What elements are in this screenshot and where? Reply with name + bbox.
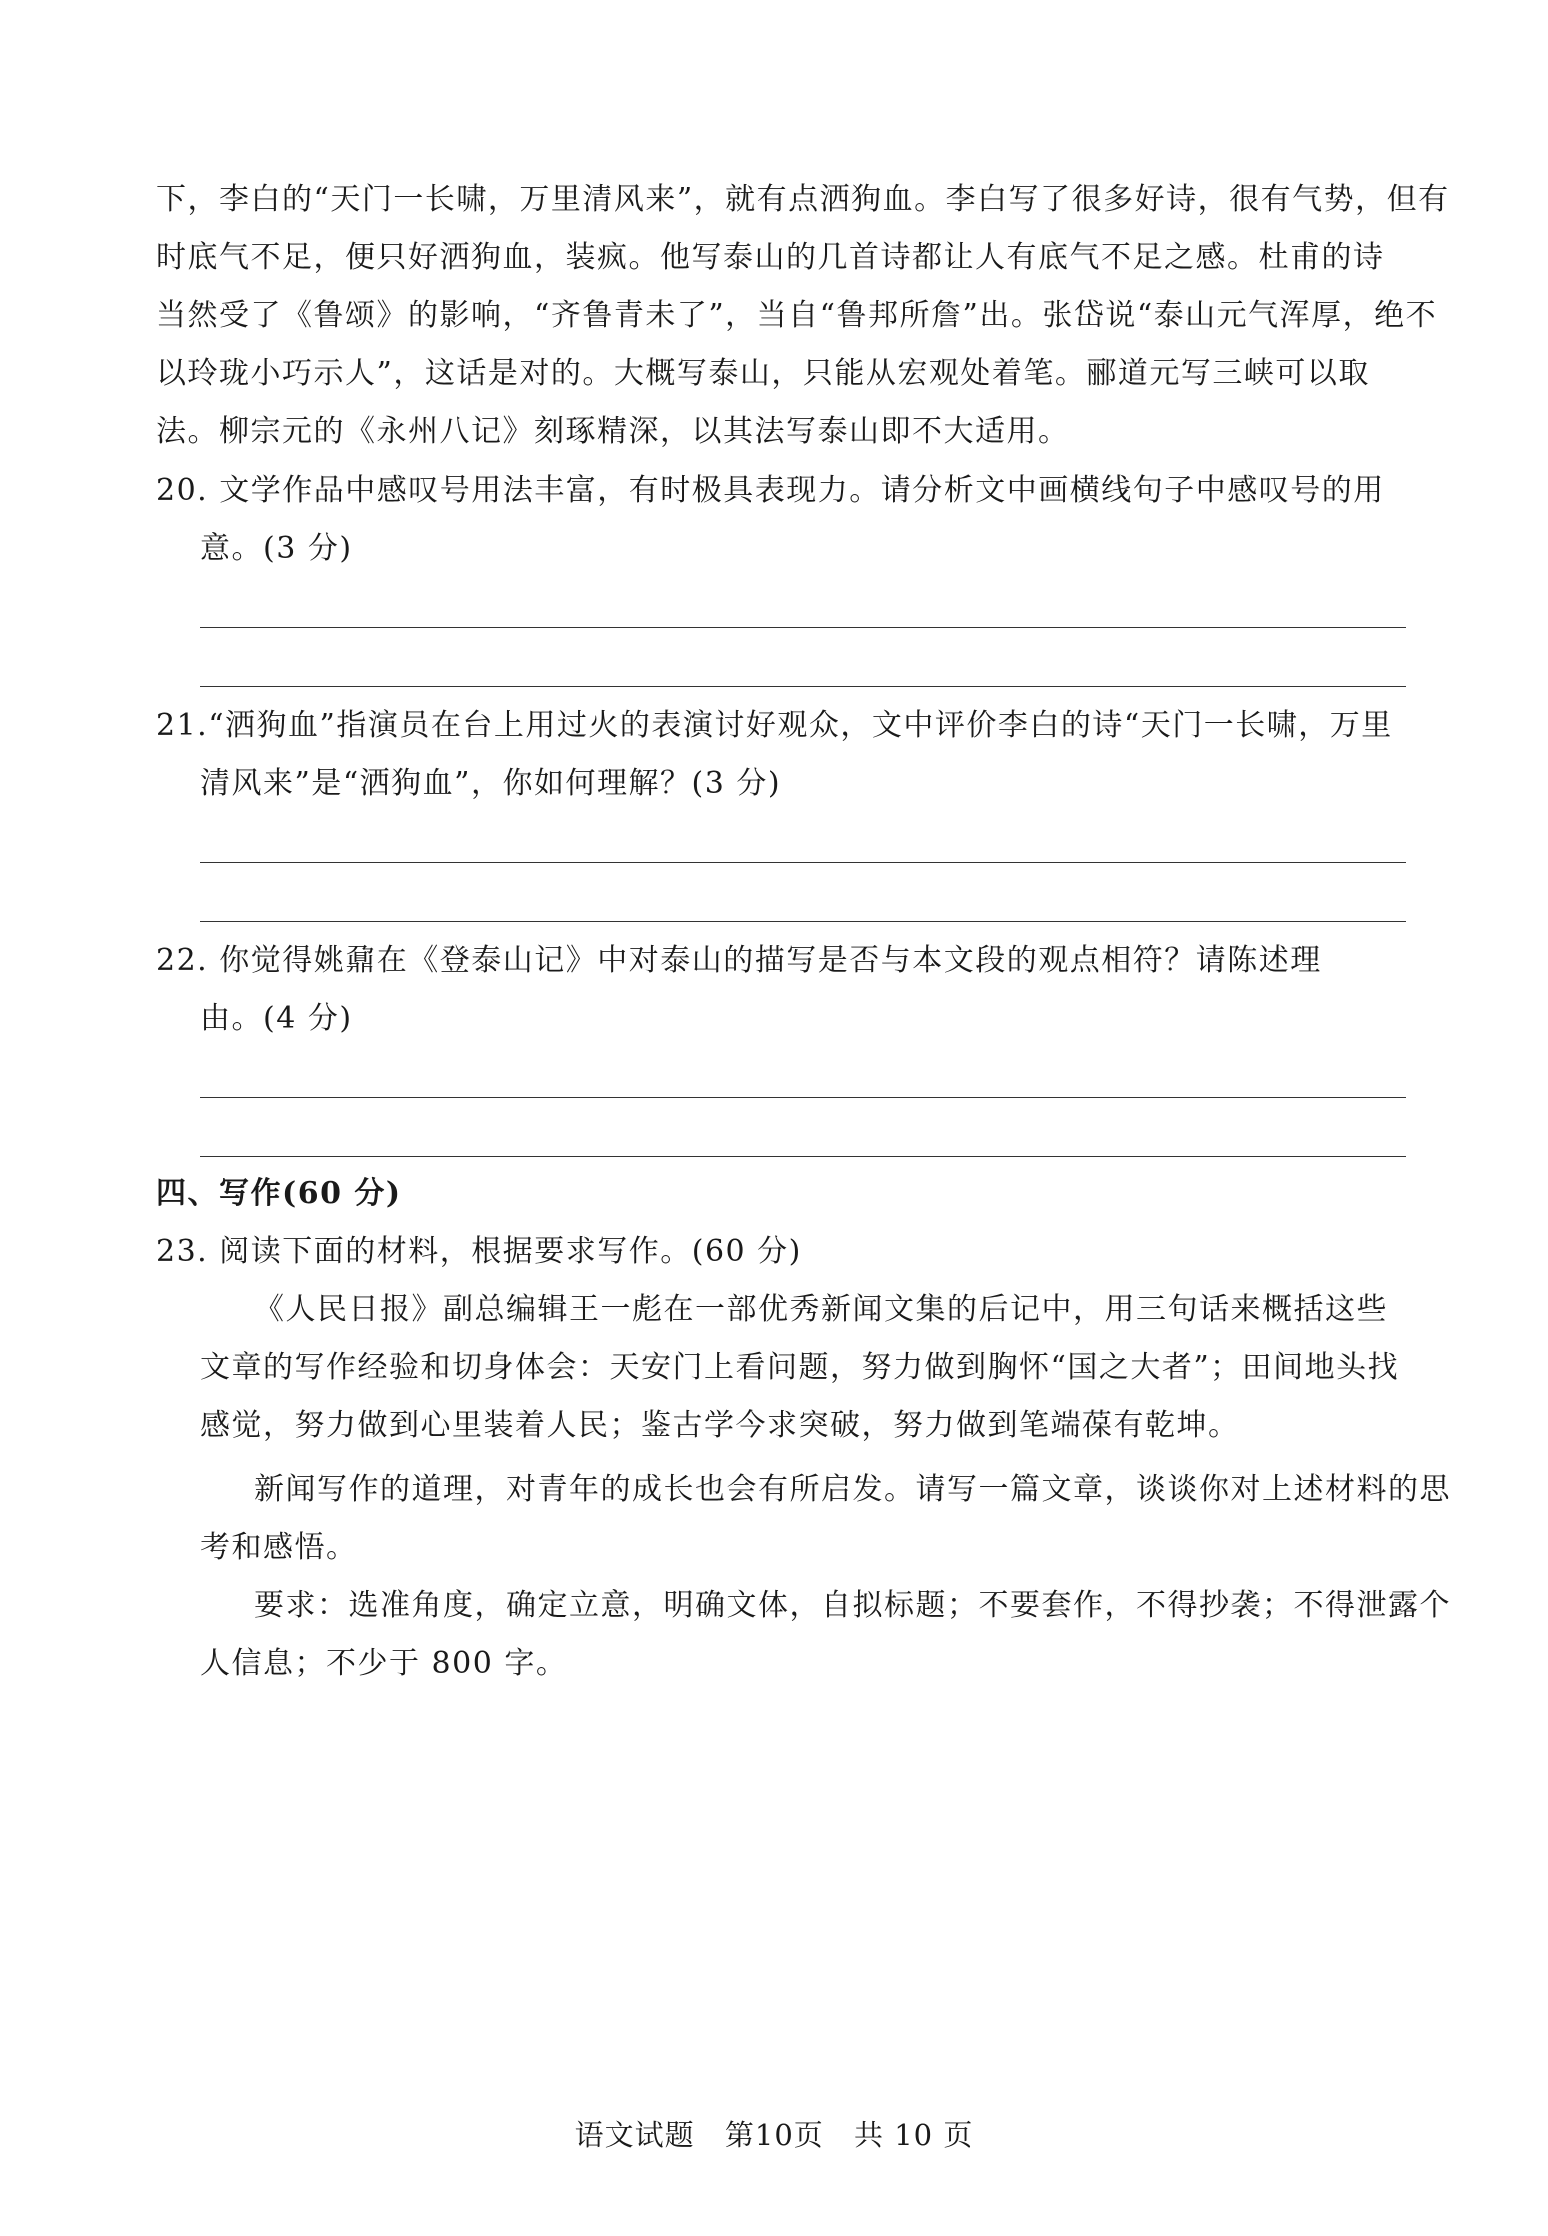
footer-subject: 语文试题 [574, 2118, 695, 2152]
answer-line-22b[interactable] [200, 1156, 1406, 1157]
passage-line: 法。柳宗元的《永州八记》刻琢精深，以其法写泰山即不大适用。 [156, 414, 1070, 449]
footer-page-number: 第10页 [724, 2118, 824, 2152]
footer-total-pages: 共 10 页 [854, 2118, 974, 2152]
requirement-line: 人信息；不少于 800 字。 [200, 1646, 568, 1681]
question-22-text-cont: 由。(4 分) [200, 1001, 353, 1036]
passage-line: 以玲珑小巧示人”，这话是对的。大概写泰山，只能从宏观处着笔。郦道元写三峡可以取 [156, 356, 1370, 391]
prompt-line: 新闻写作的道理，对青年的成长也会有所启发。请写一篇文章，谈谈你对上述材料的思 [254, 1472, 1451, 1507]
question-20-text-cont: 意。(3 分) [200, 531, 353, 566]
passage-line: 时底气不足，便只好洒狗血，装疯。他写泰山的几首诗都让人有底气不足之感。杜甫的诗 [156, 240, 1385, 275]
answer-line-21b[interactable] [200, 921, 1406, 922]
prompt-line: 考和感悟。 [200, 1530, 358, 1565]
question-21-text: 21.“洒狗血”指演员在台上用过火的表演讨好观众，文中评价李白的诗“天门一长啸，万里 [156, 708, 1393, 743]
passage-line: 当然受了《鲁颂》的影响，“齐鲁青未了”，当自“鲁邦所詹”出。张岱说“泰山元气浑厚，绝不 [156, 298, 1438, 333]
answer-line-22a[interactable] [200, 1097, 1406, 1098]
requirement-line: 要求：选准角度，确定立意，明确文体，自拟标题；不要套作，不得抄袭；不得泄露个 [254, 1588, 1451, 1623]
answer-line-20a[interactable] [200, 627, 1406, 628]
answer-line-21a[interactable] [200, 862, 1406, 863]
material-line: 文章的写作经验和切身体会：天安门上看问题，努力做到胸怀“国之大者”；田间地头找 [200, 1350, 1400, 1385]
question-20-text: 20. 文学作品中感叹号用法丰富，有时极具表现力。请分析文中画横线句子中感叹号的用 [156, 473, 1385, 508]
answer-line-20b[interactable] [200, 686, 1406, 687]
material-line: 感觉，努力做到心里装着人民；鉴古学今求突破，努力做到笔端葆有乾坤。 [200, 1408, 1240, 1443]
section-heading-writing: 四、写作(60 分) [156, 1176, 402, 1211]
passage-line: 下，李白的“天门一长啸，万里清风来”，就有点洒狗血。李白写了很多好诗，很有气势，但有 [156, 182, 1450, 217]
question-22-text: 22. 你觉得姚鼐在《登泰山记》中对泰山的描写是否与本文段的观点相符？请陈述理 [156, 943, 1322, 978]
question-23-text: 23. 阅读下面的材料，根据要求写作。(60 分) [156, 1234, 802, 1269]
material-line: 《人民日报》副总编辑王一彪在一部优秀新闻文集的后记中，用三句话来概括这些 [254, 1292, 1388, 1327]
question-21-text-cont: 清风来”是“洒狗血”，你如何理解？(3 分) [200, 766, 782, 801]
page-footer [0, 2115, 1548, 2155]
